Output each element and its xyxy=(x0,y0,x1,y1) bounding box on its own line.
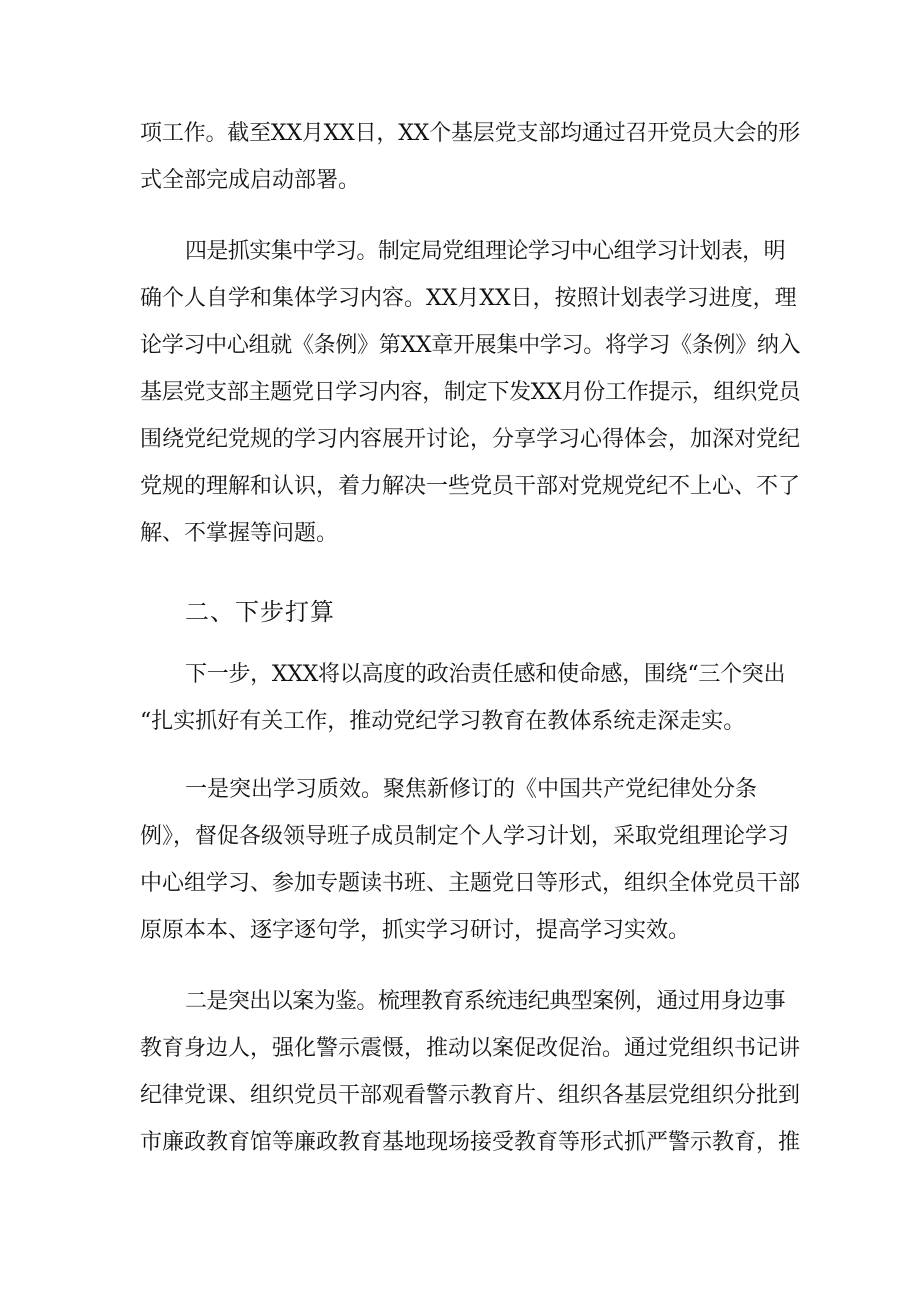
text-line: 下一步，XXX将以高度的政治责任感和使命感，围绕“三个突出 xyxy=(185,662,786,687)
text-line: 基层党支部主题党日学习内容，制定下发XX月份工作提示，组织党员 xyxy=(140,380,801,405)
text-line: 党规的理解和认识，着力解决一些党员干部对党规党纪不上心、不了 xyxy=(140,474,801,499)
text-line: 项工作。截至XX月XX日，XX个基层党支部均通过召开党员大会的形 xyxy=(140,121,800,146)
text-line: 纪律党课、组织党员干部观看警示教育片、组织各基层党组织分批到 xyxy=(140,1083,801,1108)
text-line: 中心组学习、参加专题读书班、主题党日等形式，组织全体党员干部 xyxy=(140,871,801,896)
text-line: “扎实抓好有关工作，推动党纪学习教育在教体系统走深走实。 xyxy=(140,709,746,734)
text-line: 论学习中心组就《条例》第XX章开展集中学习。将学习《条例》纳入 xyxy=(140,333,801,358)
text-line: 解、不掌握等问题。 xyxy=(140,521,339,546)
section-heading: 二、下步打算 xyxy=(185,598,335,626)
text-line: 围绕党纪党规的学习内容展开讨论，分享学习心得体会，加深对党纪 xyxy=(140,427,801,452)
text-line: 二是突出以案为鉴。梳理教育系统违纪典型案例，通过用身边事 xyxy=(185,989,786,1014)
text-line: 教育身边人，强化警示震慑，推动以案促改促治。通过党组织书记讲 xyxy=(140,1036,801,1061)
text-line: 例》，督促各级领导班子成员制定个人学习计划，采取党组理论学习 xyxy=(140,824,790,849)
text-line: 四是抓实集中学习。制定局党组理论学习中心组学习计划表，明 xyxy=(185,239,786,264)
text-line: 一是突出学习质效。聚焦新修订的《中国共产党纪律处分条 xyxy=(185,777,758,802)
text-line: 式全部完成启动部署。 xyxy=(140,168,361,193)
text-line: 确个人自学和集体学习内容。XX月XX日，按照计划表学习进度，理 xyxy=(140,286,797,311)
text-line: 原原本本、逐字逐句学，抓实学习研讨，提高学习实效。 xyxy=(140,918,691,943)
text-line: 市廉政教育馆等廉政教育基地现场接受教育等形式抓严警示教育，推 xyxy=(140,1130,801,1155)
